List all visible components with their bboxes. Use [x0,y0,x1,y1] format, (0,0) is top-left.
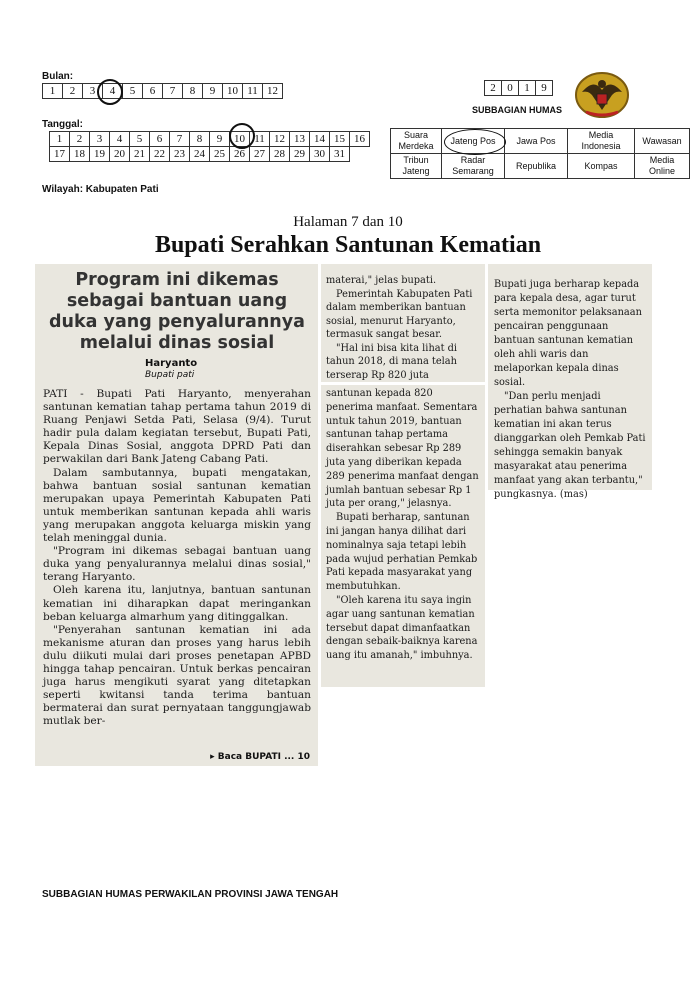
day-cell: 26 [230,147,250,162]
day-cell: 11 [250,132,270,147]
media-table [390,128,690,179]
day-cell: 15 [330,132,350,147]
day-cell: 17 [50,147,70,162]
media-cell: Republika [505,154,568,179]
continue-note: ▸ Baca BUPATI ... 10 [210,752,310,762]
org-label: SUBBAGIAN HUMAS [472,105,562,115]
media-cell: Suara Merdeka [391,129,442,154]
day-cell: 31 [330,147,350,162]
day-cell: 9 [210,132,230,147]
clipping-right [488,264,652,500]
day-cell: 19 [90,147,110,162]
day-cell: 16 [350,132,370,147]
article-paragraph: PATI - Bupati Pati Haryanto, menyerahan santunan kematian tahap pertama tahun 2019 di Ruang Penjawi Setda Pati, Selasa (9/4). Turut hadir pula dalam kegiatan tersebut, Bupati Pati, Kepala Dinas Sosial, anggota DPRD Pati dan perwakilan dari Bank Jateng Cabang Pati. [43,388,311,466]
article-paragraph: Pemerintah Kabupaten Pati dalam memberikan bantuan sosial, menurut Haryanto, termasuk sangat besar. [326,288,473,340]
day-cell: 1 [50,132,70,147]
month-cell: 11 [243,84,263,99]
year-box [484,80,553,96]
day-cell: 25 [210,147,230,162]
page-reference: Halaman 7 dan 10 [293,214,403,230]
media-cell: Jateng Pos [442,129,505,154]
day-cell: 20 [110,147,130,162]
day-cell: 5 [130,132,150,147]
article-paragraph: "Oleh karena itu saya ingin agar uang santunan kematian tersebut dapat dimanfaatkan dengan sebaik-baiknya karena uang itu amanah," imbuhnya. [326,594,478,662]
article-paragraph: Dalam sambutannya, bupati mengatakan, bahwa bantuan sosial santunan kematian merupakan upaya Pemerintah Kabupaten Pati untuk memberikan santunan kepada ahli waris yang merupakan anggota keluarga miskin yang telah meninggal dunia. [43,466,311,545]
year-digit-cell: 0 [502,81,519,96]
day-cell: 22 [150,147,170,162]
article-paragraph: Oleh karena itu, lanjutnya, bantuan santunan kematian ini diharapkan dapat meringankan beban keluarga almarhum yang ditinggalkan. [43,584,311,623]
selected-month-circle [97,79,123,105]
article-paragraph: Bupati berharap, santunan ini jangan hanya dilihat dari nominalnya saja tetapi lebih pada wujud perhatian Pemkab Pati kepada masyarakat yang membutuhkan. [326,512,478,593]
headline: Bupati Serahkan Santunan Kematian [154,232,542,258]
day-cell: 7 [170,132,190,147]
media-cell: Jawa Pos [505,129,568,154]
pull-quote: Program ini dikemas sebagai bantuan uang duka yang penyalurannya melalui dinas sosial [49,270,305,353]
quote-name: Haryanto [145,358,198,369]
month-cell: 7 [163,84,183,99]
day-cell: 2 [70,132,90,147]
day-cell: 3 [90,132,110,147]
garuda-emblem-icon [574,68,630,120]
day-cell: 23 [170,147,190,162]
day-cell: 8 [190,132,210,147]
footer-text: SUBBAGIAN HUMAS PERWAKILAN PROVINSI JAWA TENGAH [42,889,339,900]
media-cell: Radar Semarang [442,154,505,179]
month-cell: 5 [123,84,143,99]
day-cell: 10 [230,132,250,147]
day-cell: 28 [270,147,290,162]
bulan-label: Bulan: [42,71,74,82]
wilayah-label: Wilayah: Kabupaten Pati [42,184,159,195]
month-cell: 12 [263,84,283,99]
day-grid [49,131,370,162]
day-cell: 24 [190,147,210,162]
day-cell: 29 [290,147,310,162]
article-paragraph: santunan kepada 820 penerima manfaat. Sementara untuk tahun 2019, bantuan santunan tahap pertama diserahkan sebesar Rp 289 juta yang diberikan kepada 289 penerima manfaat dengan jumlah bantuan sebesar Rp 1 juta per orang," jelasnya. [326,388,479,510]
day-cell: 21 [130,147,150,162]
article-column-2a [326,274,481,382]
month-cell: 3 [83,84,103,99]
month-cell: 2 [63,84,83,99]
day-cell: 6 [150,132,170,147]
month-cell: 6 [143,84,163,99]
month-cell: 10 [223,84,243,99]
media-cell: Wawasan [635,129,690,154]
day-cell: 12 [270,132,290,147]
month-cell: 9 [203,84,223,99]
article-paragraph: "Penyerahan santunan kematian ini ada mekanisme aturan dan proses yang harus lebih dulu diikuti mulai dari proses penetapan APBD hingga tahap pencairan. Untuk berkas pencairan juga harus mengikuti syarat yang ditetapkan seperti kwitansi tanda terima bantuan bermaterai dan surat pernyataan tanggungjawab mutlak ber- [43,623,311,728]
clipping-middle-bottom [321,385,485,687]
selected-media-circle [444,129,506,155]
article-paragraph: materai," jelas bupati. [326,275,437,286]
article-column-2b [326,387,481,663]
day-cell: 27 [250,147,270,162]
media-cell: Media Indonesia [568,129,635,154]
tanggal-label: Tanggal: [42,119,83,130]
clipping-middle-top [321,264,485,382]
media-cell: Media Online [635,154,690,179]
quote-title: Bupati pati [145,370,195,380]
day-cell: 13 [290,132,310,147]
clipping-left [35,264,318,766]
year-digit-cell: 2 [485,81,502,96]
year-digit-cell: 1 [519,81,536,96]
article-paragraph: "Program ini dikemas sebagai bantuan uang duka yang penyalurannya melalui dinas sosial," terang Haryanto. [43,545,311,584]
article-paragraph: Bupati juga berharap kepada para kepala desa, agar turut serta memonitor pelaksanaan pencairan penggunaan bantuan santunan kematian oleh ahli waris dan melaporkan kepala dinas sosial. [494,279,642,388]
month-cell: 8 [183,84,203,99]
article-paragraph: "Dan perlu menjadi perhatian bahwa santunan kematian ini akan terus dianggarkan oleh Pemkab Pati sehingga semakin banyak masyarakat atau penerima manfaat yang akan terbantu," pungkasnya. (mas) [494,391,646,500]
day-cell: 4 [110,132,130,147]
article-column-3 [494,278,647,502]
media-cell: Tribun Jateng [391,154,442,179]
article-column-1 [43,388,311,728]
article-paragraph: "Hal ini bisa kita lihat di tahun 2018, di mana telah terserap Rp 820 juta [326,342,458,381]
day-cell: 14 [310,132,330,147]
month-grid [42,83,283,99]
year-digit-cell: 9 [536,81,553,96]
selected-day-circle [229,123,255,149]
media-cell: Kompas [568,154,635,179]
month-cell: 4 [103,84,123,99]
day-cell: 30 [310,147,330,162]
month-cell: 1 [43,84,63,99]
day-cell: 18 [70,147,90,162]
